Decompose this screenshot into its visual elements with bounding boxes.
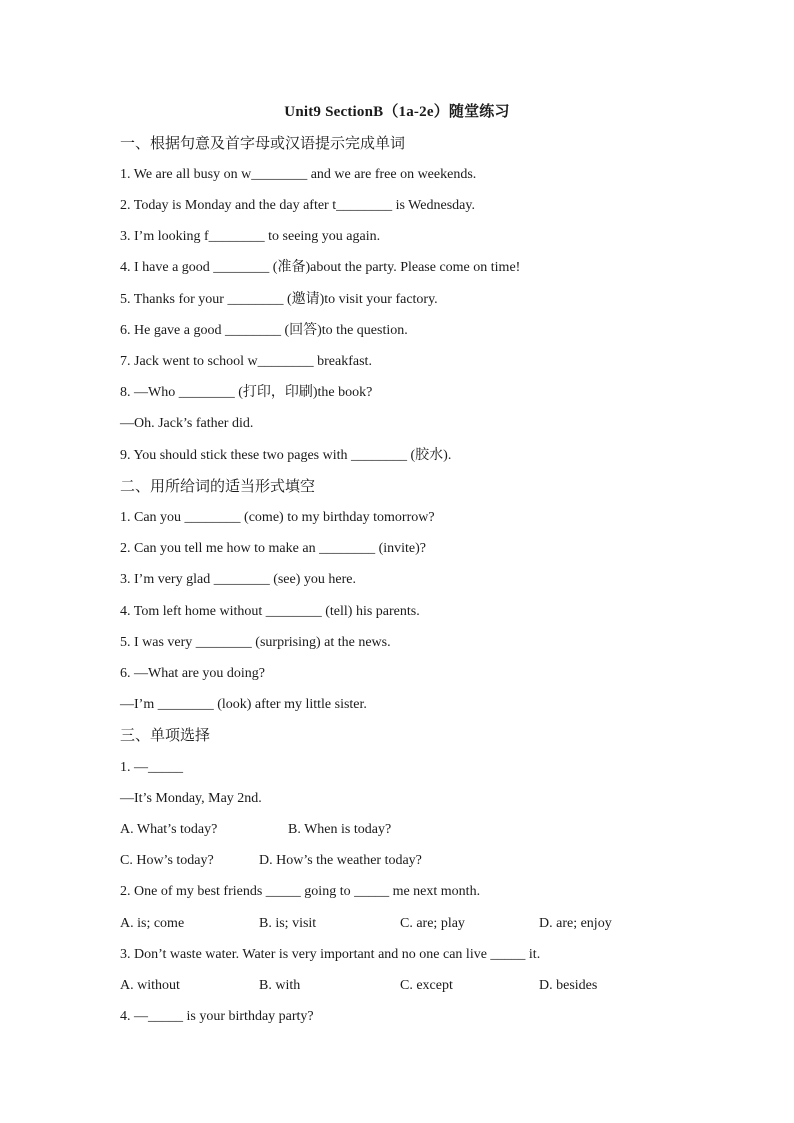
section3-q2-option-b: B. is; visit (259, 916, 317, 931)
section3-q2-option-d: D. are; enjoy (539, 916, 612, 931)
section3-q3-option-d: D. besides (539, 978, 598, 993)
section2-item-5: 5. I was very ________ (surprising) at the news. (120, 635, 391, 650)
section1-item-9: 9. You should stick these two pages with ________ (胶水). (120, 448, 452, 463)
section3-q2-option-c: C. are; play (400, 916, 465, 931)
section1-item-8: 8. —Who ________ (打印，印刷)the book? (120, 385, 373, 400)
section1-item-3: 3. I’m looking f________ to seeing you again. (120, 229, 381, 244)
section3-q4-stem: 4. —_____ is your birthday party? (120, 1009, 314, 1024)
section2-item-1: 1. Can you ________ (come) to my birthday tomorrow? (120, 510, 435, 525)
section1-item-4: 4. I have a good ________ (准备)about the party. Please come on time! (120, 260, 521, 275)
section3-q1-option-d: D. How’s the weather today? (259, 853, 422, 868)
section3-heading: 三、单项选择 (120, 726, 211, 744)
section2-item-4: 4. Tom left home without ________ (tell) his parents. (120, 604, 420, 619)
section2-item-2: 2. Can you tell me how to make an ________ (invite)? (120, 541, 426, 556)
section1-item-6: 6. He gave a good ________ (回答)to the question. (120, 323, 408, 338)
section3-q1-option-b: B. When is today? (288, 822, 392, 837)
section3-q1-option-a: A. What’s today? (120, 822, 218, 837)
section3-q1-stem: 1. —_____ (120, 760, 183, 775)
section3-q1-option-c: C. How’s today? (120, 853, 214, 868)
section2-item-3: 3. I’m very glad ________ (see) you here. (120, 572, 356, 587)
section3-q3-option-b: B. with (259, 978, 301, 993)
section3-q3-option-a: A. without (120, 978, 180, 993)
section3-q2-option-a: A. is; come (120, 916, 185, 931)
section1-item-7: 7. Jack went to school w________ breakfast. (120, 354, 372, 369)
section1-item-5: 5. Thanks for your ________ (邀请)to visit your factory. (120, 292, 438, 307)
section3-q1-answer-line: —It’s Monday, May 2nd. (120, 791, 262, 806)
section3-q3-option-c: C. except (400, 978, 453, 993)
section1-item-8-answer: —Oh. Jack’s father did. (120, 416, 254, 431)
section1-heading: 一、根据句意及首字母或汉语提示完成单词 (120, 134, 406, 152)
section3-q3-stem: 3. Don’t waste water. Water is very important and no one can live _____ it. (120, 947, 541, 962)
section2-item-6: 6. —What are you doing? (120, 666, 266, 681)
section2-item-6-answer: —I’m ________ (look) after my little sister. (120, 697, 367, 712)
section3-q2-stem: 2. One of my best friends _____ going to _____ me next month. (120, 884, 481, 899)
section1-item-1: 1. We are all busy on w________ and we are free on weekends. (120, 167, 477, 182)
worksheet-title: Unit9 SectionB（1a-2e）随堂练习 (284, 104, 510, 120)
section1-item-2: 2. Today is Monday and the day after t________ is Wednesday. (120, 198, 475, 213)
section2-heading: 二、用所给词的适当形式填空 (120, 477, 316, 495)
